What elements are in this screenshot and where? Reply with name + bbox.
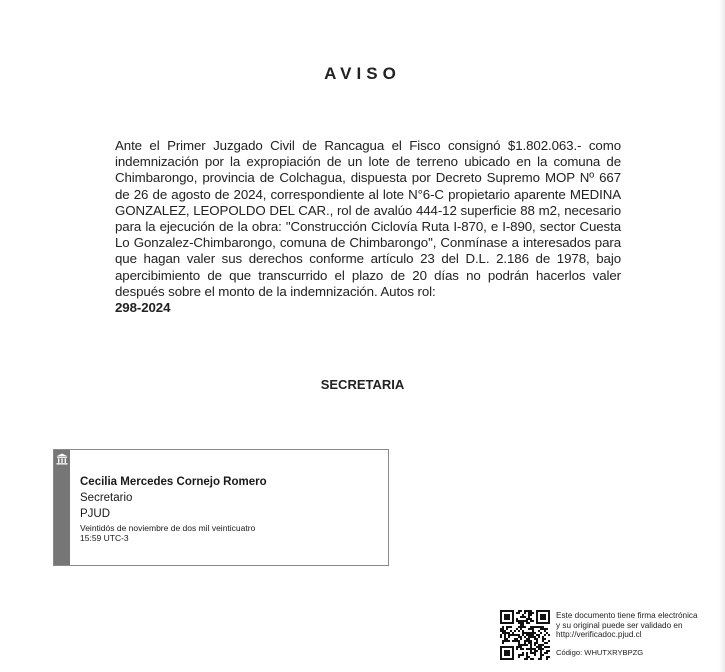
- signer-organization: PJUD: [80, 508, 111, 520]
- qr-code-icon: [500, 610, 550, 660]
- signature-timestamp: [80, 523, 255, 543]
- verification-line-1: Este documento tiene firma electrónica: [556, 611, 698, 620]
- signature-time: 15:59 UTC-3: [80, 533, 129, 543]
- notice-paragraph: Ante el Primer Juzgado Civil de Rancagua el Fisco consignó $1.802.063.- como indemnización por la expropiación de un lote de terreno ubicado en la comuna de Chimbarongo, provincia de Colchagua, dispuesta por Decreto Supremo MOP Nº 667 de 26 de agosto de 2024, correspondiente al lote N°6-C propietario aparente MEDINA GONZALEZ, LEOPOLDO DEL CAR., rol de avalúo 444-12 superficie 88 m2, necesario para la ejecución de la obra: "Construcción Ciclovía Ruta I-870, e I-890, sector Cuesta Lo Gonzalez-Chimbarongo, comuna de Chimbarongo", Conmínase a interesados para que hagan valer sus derechos conforme artículo 23 del D.L. 2.186 de 1978, bajo apercibimiento de que transcurrido el plazo de 20 días no podrán hacerlos valer después sobre el monto de la indemnización. Autos rol:: [115, 138, 621, 299]
- signer-role: Secretario: [80, 492, 133, 504]
- qr-code-graphic: [500, 610, 550, 660]
- verification-url: http://verificadoc.pjud.cl: [556, 630, 642, 640]
- verification-note: [556, 611, 721, 640]
- verification-code: Código: WHUTXRYBPZG: [556, 648, 644, 657]
- scan-edge: [719, 0, 725, 672]
- notice-body: [115, 138, 621, 316]
- signature-date: Veintidós de noviembre de dos mil veinticuatro: [80, 523, 256, 533]
- courthouse-icon: [56, 453, 68, 465]
- signature-strip: [54, 450, 70, 565]
- verification-line-2: y su original puede ser validado en: [556, 620, 683, 630]
- secretaria-heading: SECRETARIA: [320, 377, 405, 392]
- document-title: AVISO: [324, 64, 401, 83]
- case-number: 298-2024: [115, 300, 171, 316]
- electronic-signature-box: [53, 449, 389, 566]
- signer-name: Cecilia Mercedes Cornejo Romero: [80, 476, 267, 488]
